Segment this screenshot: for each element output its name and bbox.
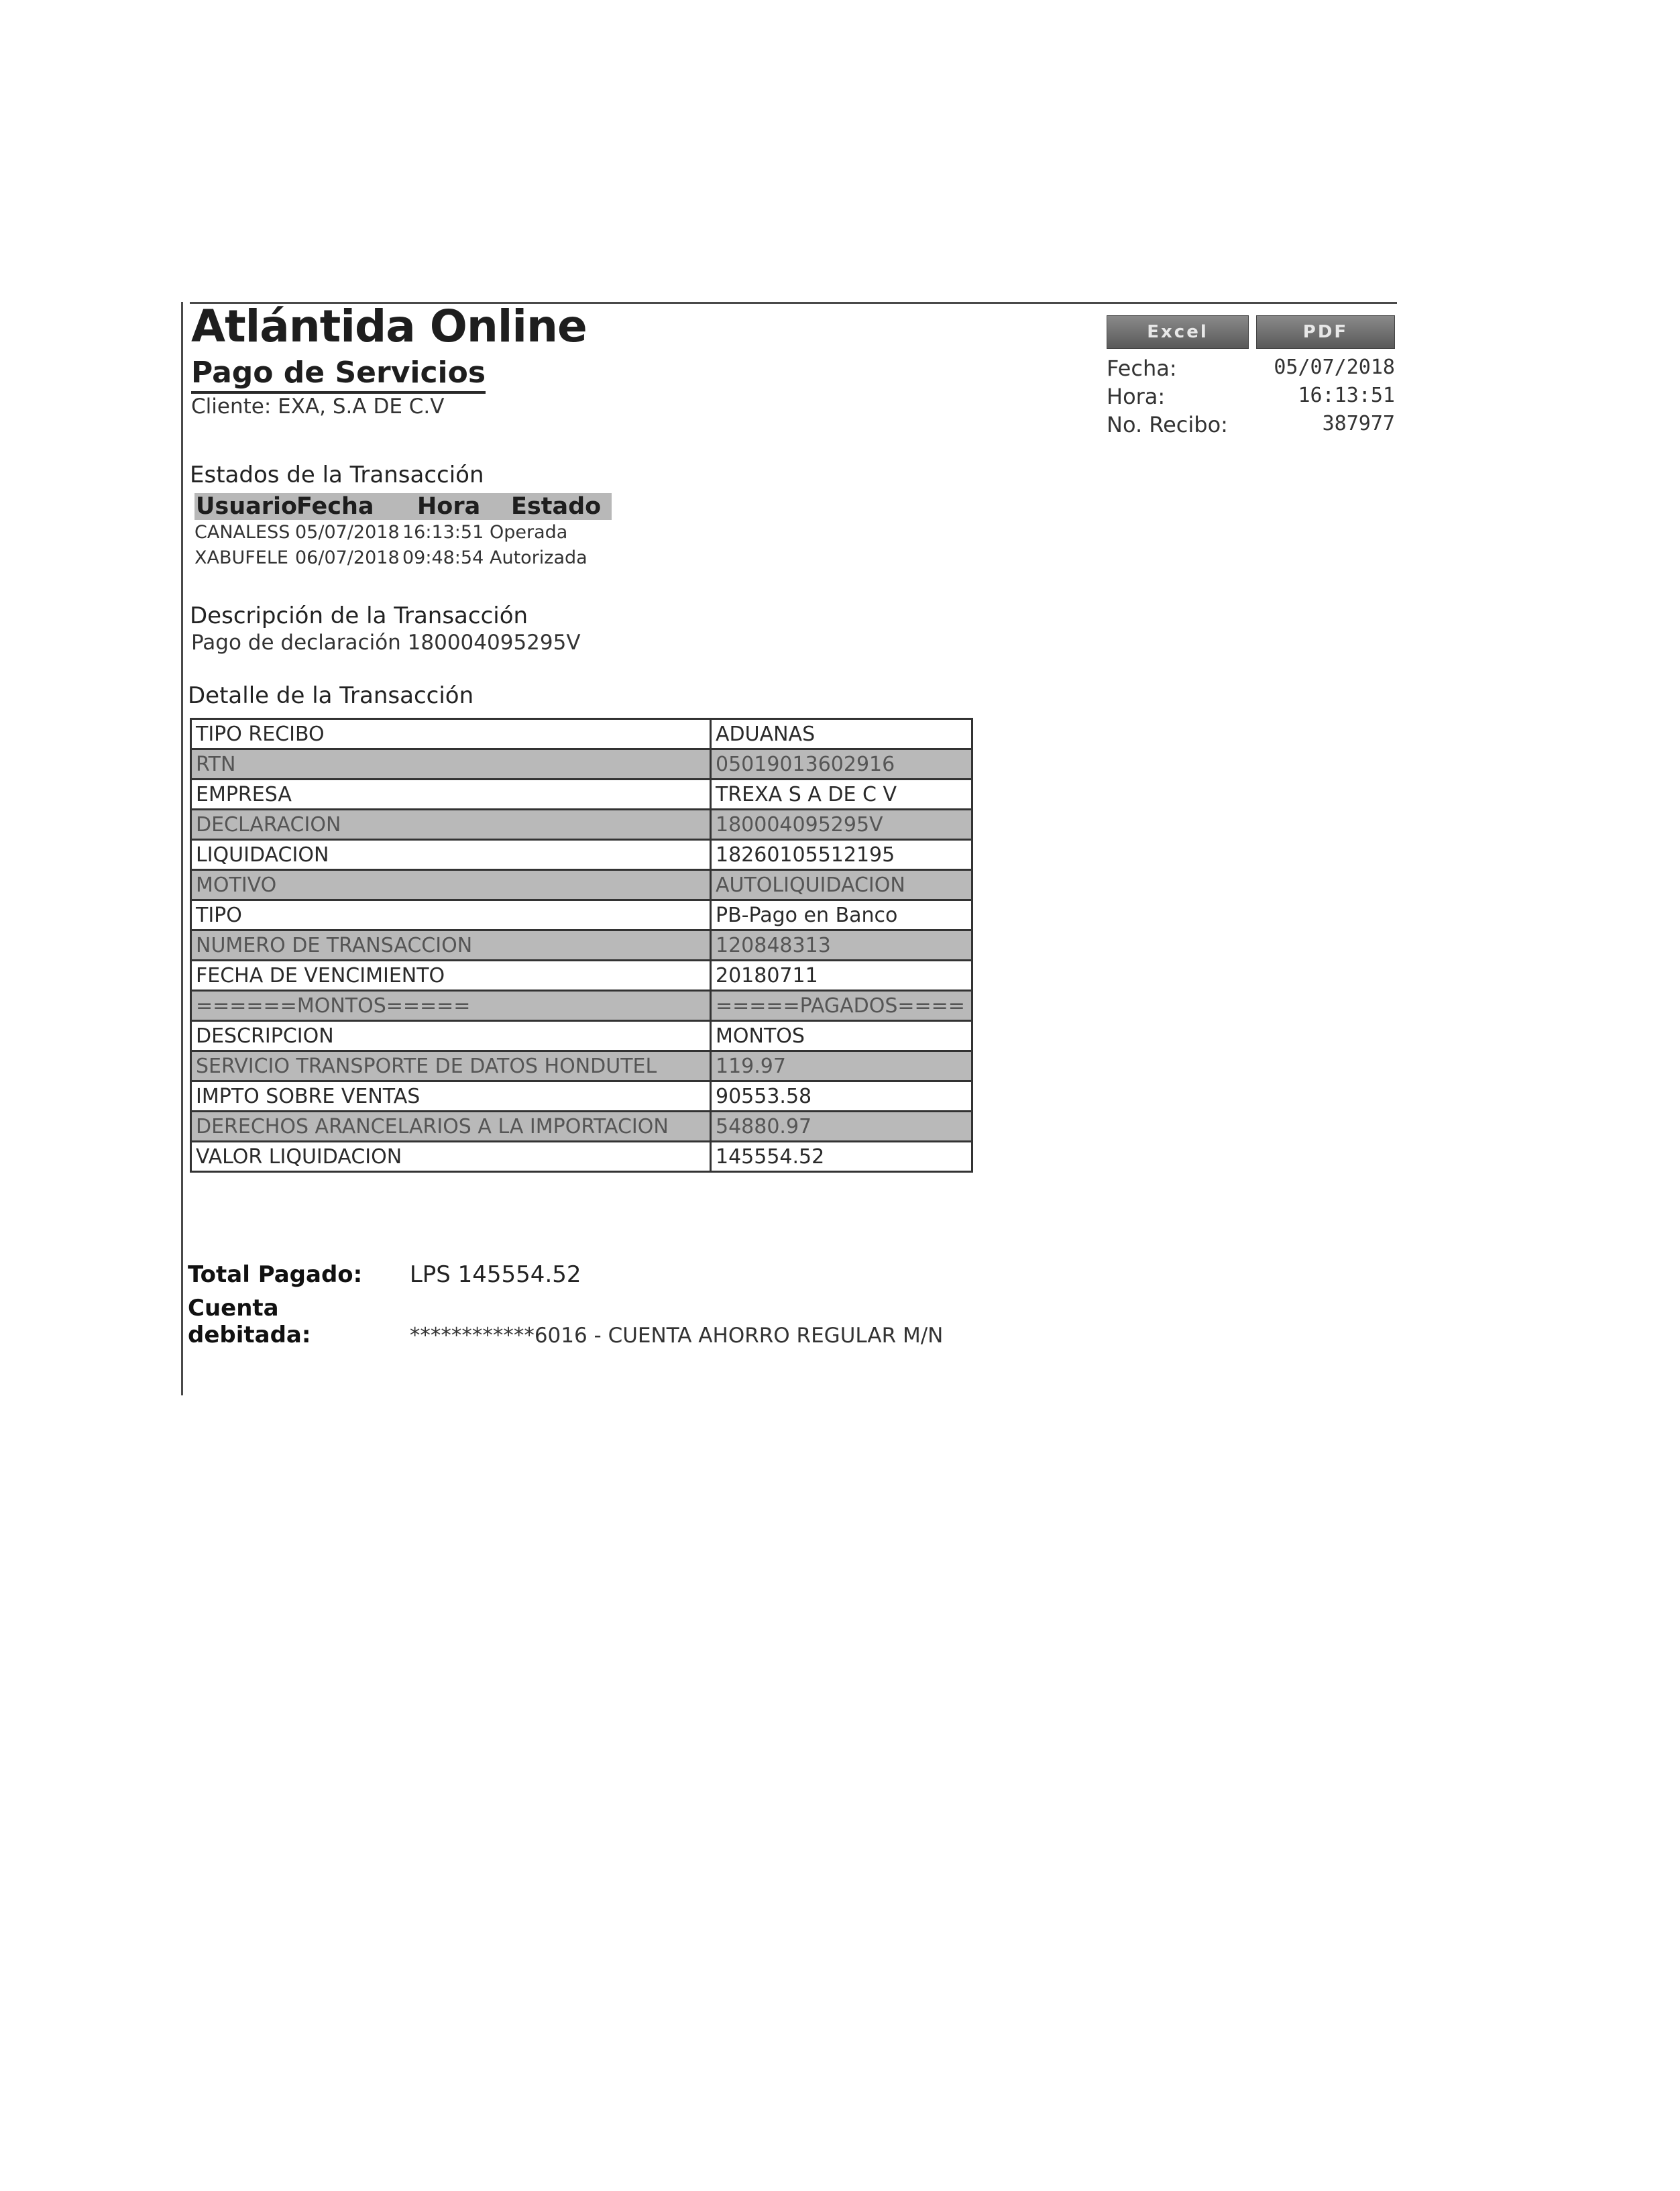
table-row — [191, 1081, 972, 1112]
excel-export-button[interactable]: Excel — [1107, 315, 1249, 349]
frame-left-border — [181, 302, 183, 1395]
cell-estado: Operada — [490, 522, 568, 543]
brand-title: Atlántida Online — [191, 301, 587, 352]
client-name: Cliente: EXA, S.A DE C.V — [191, 394, 445, 419]
detail-value-cell: ADUANAS — [711, 719, 972, 749]
table-row — [191, 810, 972, 840]
detail-label-cell: TIPO RECIBO — [191, 719, 711, 749]
meta-value: 387977 — [1322, 412, 1395, 435]
cell-fecha: 05/07/2018 — [295, 522, 400, 543]
table-row — [191, 900, 972, 930]
table-row — [191, 1051, 972, 1081]
detail-heading: Detalle de la Transacción — [188, 682, 474, 709]
detail-value-cell: TREXA S A DE C V — [711, 780, 972, 810]
detail-label-cell: RTN — [191, 749, 711, 780]
detail-value-cell: 05019013602916 — [711, 749, 972, 780]
detail-value-cell: MONTOS — [711, 1021, 972, 1051]
table-row — [191, 991, 972, 1021]
cell-hora: 09:48:54 — [402, 547, 484, 568]
cell-usuario: XABUFELE — [194, 547, 288, 568]
states-heading: Estados de la Transacción — [190, 462, 484, 488]
states-table — [194, 493, 612, 571]
table-row — [191, 749, 972, 780]
detail-label-cell: DESCRIPCION — [191, 1021, 711, 1051]
detail-value-cell: 145554.52 — [711, 1142, 972, 1172]
detail-value-cell: 18260105512195 — [711, 840, 972, 870]
table-row — [191, 930, 972, 961]
pdf-export-button[interactable]: PDF — [1256, 315, 1395, 349]
detail-label-cell: IMPTO SOBRE VENTAS — [191, 1081, 711, 1112]
total-paid-value: LPS 145554.52 — [409, 1261, 581, 1288]
detail-value-cell: 119.97 — [711, 1051, 972, 1081]
detail-label-cell: LIQUIDACION — [191, 840, 711, 870]
detail-label-cell: FECHA DE VENCIMIENTO — [191, 961, 711, 991]
col-hora: Hora — [417, 493, 481, 520]
table-row — [191, 719, 972, 749]
col-fecha: Fecha — [296, 493, 374, 520]
detail-value-cell: 20180711 — [711, 961, 972, 991]
table-row — [191, 840, 972, 870]
cell-estado: Autorizada — [490, 547, 587, 568]
table-row — [191, 1112, 972, 1142]
table-row — [191, 961, 972, 991]
total-paid — [188, 1261, 581, 1288]
cell-usuario: CANALESS — [194, 522, 290, 543]
meta-label: Hora: — [1107, 384, 1166, 409]
detail-value-cell: AUTOLIQUIDACION — [711, 870, 972, 900]
meta-value: 05/07/2018 — [1274, 356, 1395, 379]
detail-value-cell: 90553.58 — [711, 1081, 972, 1112]
detail-label-cell: TIPO — [191, 900, 711, 930]
detail-label-cell: DERECHOS ARANCELARIOS A LA IMPORTACION — [191, 1112, 711, 1142]
detail-label-cell: MOTIVO — [191, 870, 711, 900]
meta-label: Fecha: — [1107, 356, 1177, 381]
debited-account-label: Cuenta debitada: — [188, 1295, 311, 1348]
detail-value-cell: =====PAGADOS==== — [711, 991, 972, 1021]
debited-account — [188, 1295, 943, 1348]
states-row — [194, 545, 612, 571]
detail-label-cell: NUMERO DE TRANSACCION — [191, 930, 711, 961]
table-row — [191, 780, 972, 810]
meta-label: No. Recibo: — [1107, 412, 1228, 437]
cell-fecha: 06/07/2018 — [295, 547, 400, 568]
cell-hora: 16:13:51 — [402, 522, 484, 543]
detail-value-cell: 180004095295V — [711, 810, 972, 840]
meta-fecha — [1107, 356, 1395, 381]
total-paid-label: Total Pagado: — [188, 1261, 363, 1288]
detail-value-cell: PB-Pago en Banco — [711, 900, 972, 930]
detail-label-cell: SERVICIO TRANSPORTE DE DATOS HONDUTEL — [191, 1051, 711, 1081]
meta-value: 16:13:51 — [1298, 384, 1395, 407]
states-row — [194, 520, 612, 545]
detail-value-cell: 54880.97 — [711, 1112, 972, 1142]
detail-label-cell: VALOR LIQUIDACION — [191, 1142, 711, 1172]
detail-value-cell: 120848313 — [711, 930, 972, 961]
description-heading: Descripción de la Transacción — [190, 602, 528, 629]
debited-account-value: ************6016 - CUENTA AHORRO REGULAR M/N — [409, 1324, 944, 1348]
detail-label-cell: ======MONTOS===== — [191, 991, 711, 1021]
table-row — [191, 1021, 972, 1051]
meta-hora — [1107, 384, 1395, 409]
meta-recibo — [1107, 412, 1395, 437]
col-usuario: Usuario — [196, 493, 298, 520]
detail-table — [190, 718, 973, 1173]
page-title: Pago de Servicios — [191, 356, 486, 394]
table-row — [191, 870, 972, 900]
col-estado: Estado — [511, 493, 602, 520]
table-row — [191, 1142, 972, 1172]
detail-label-cell: DECLARACION — [191, 810, 711, 840]
detail-label-cell: EMPRESA — [191, 780, 711, 810]
states-header-row — [194, 493, 612, 520]
description-text: Pago de declaración 180004095295V — [191, 631, 581, 655]
